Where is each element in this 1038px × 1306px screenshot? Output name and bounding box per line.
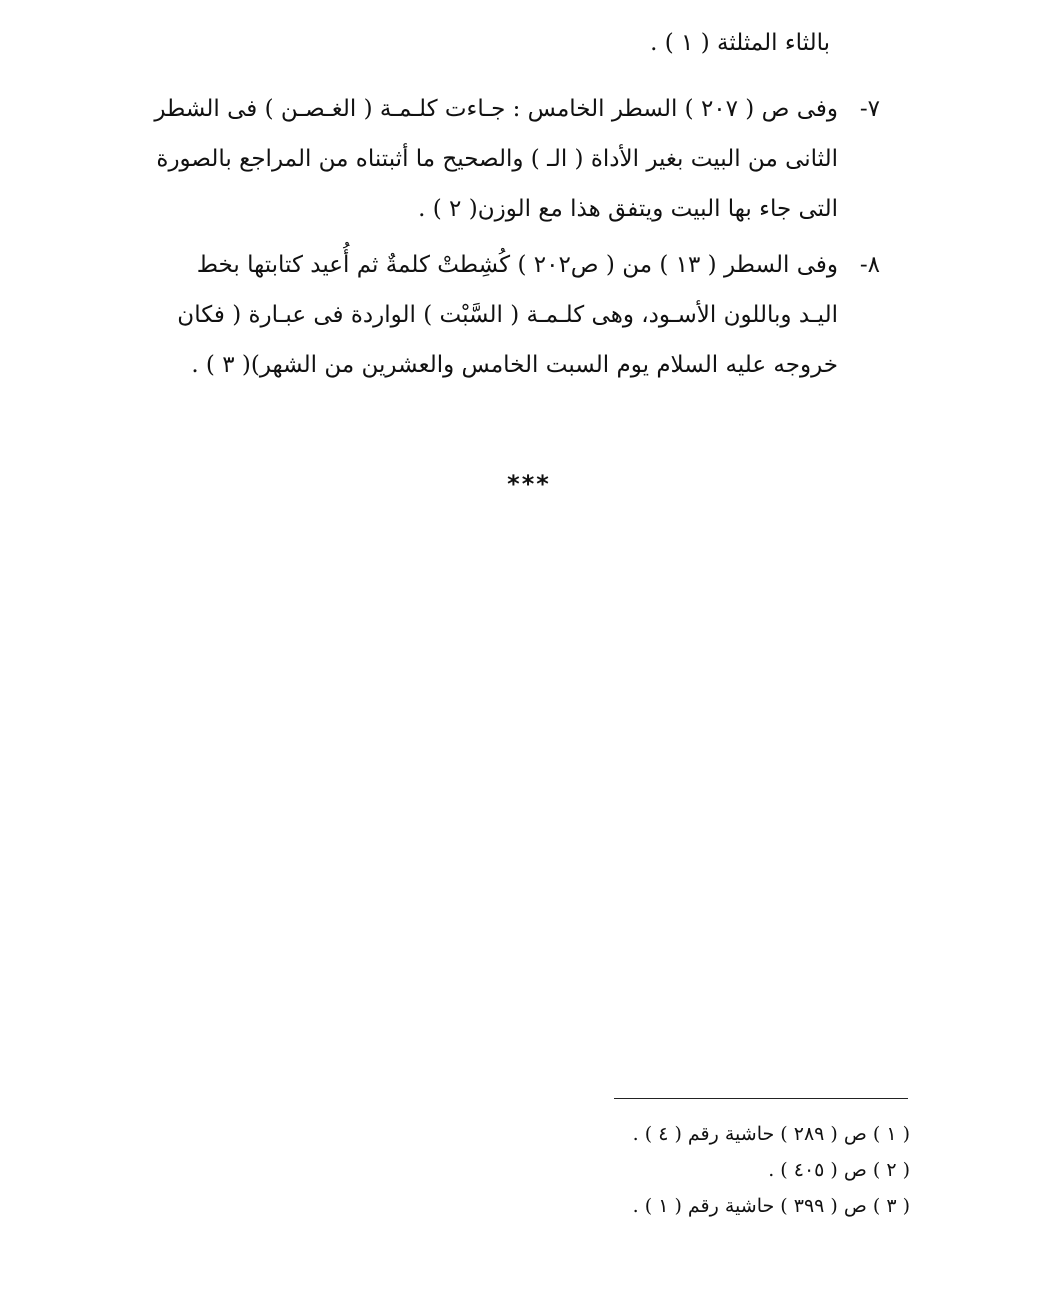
footnote-divider xyxy=(614,1098,908,1099)
list-item-7 xyxy=(150,84,880,234)
item-line: وفى ص ( ٢٠٧ ) السطر الخامس : جـاءت كلـمـة ( الغـصـن ) فى الشطر xyxy=(154,96,838,122)
item-text xyxy=(150,84,838,234)
list-item-8 xyxy=(150,240,880,390)
footnote-3: ( ٣ ) ص ( ٣٩٩ ) حاشية رقم ( ١ ) . xyxy=(632,1195,910,1217)
item-text xyxy=(150,240,838,390)
footnote-2: ( ٢ ) ص ( ٤٠٥ ) . xyxy=(768,1159,910,1181)
intro-line xyxy=(150,18,880,68)
intro-text: بالثاء المثلثة ( ١ ) . xyxy=(650,30,830,56)
item-line: التى جاء بها البيت ويتفق هذا مع الوزن( ٢ ) . xyxy=(418,196,838,222)
item-number: ٧- xyxy=(859,96,880,122)
item-line: اليـد وباللون الأسـود، وهى كلـمـة ( السَّبْت ) الواردة فى عبـارة ( فكان xyxy=(177,302,838,328)
item-number: ٨- xyxy=(859,252,880,278)
item-line: خروجه عليه السلام يوم السبت الخامس والعشرين من الشهر)( ٣ ) . xyxy=(191,352,838,378)
footnotes xyxy=(560,1116,910,1224)
item-line: الثانى من البيت بغير الأداة ( الـ ) والصحيح ما أثبتناه من المراجع بالصورة xyxy=(156,146,838,172)
section-separator: *** xyxy=(507,470,551,498)
footnote-1: ( ١ ) ص ( ٢٨٩ ) حاشية رقم ( ٤ ) . xyxy=(632,1123,910,1145)
item-line: وفى السطر ( ١٣ ) من ( ص٢٠٢ ) كُشِطتْ كلمةٌ ثم أُعيد كتابتها بخط xyxy=(196,252,838,278)
